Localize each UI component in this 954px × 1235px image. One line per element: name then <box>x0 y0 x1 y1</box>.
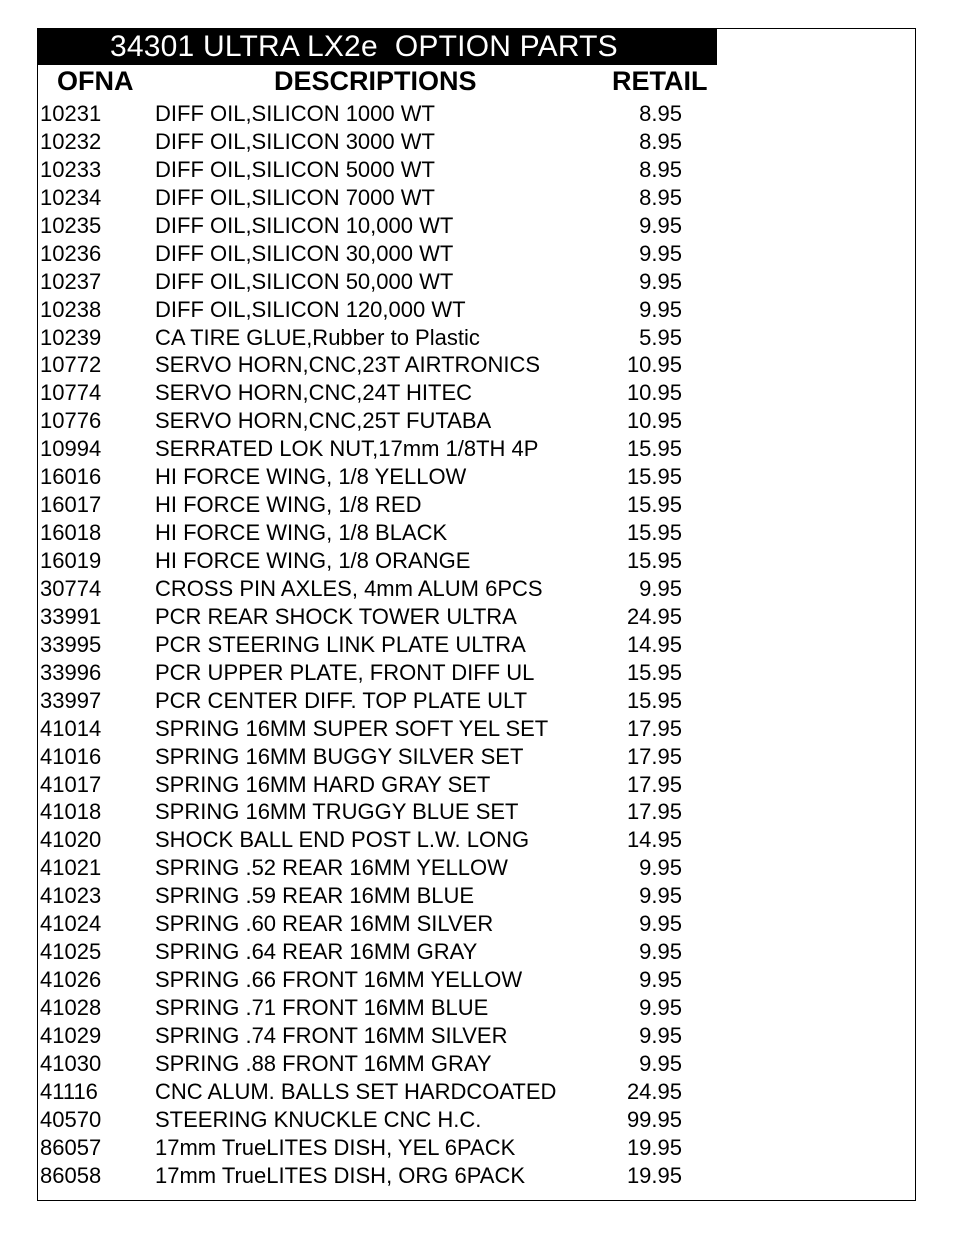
part-number: 86058 <box>40 1162 102 1188</box>
part-description: PCR CENTER DIFF. TOP PLATE ULT <box>155 687 528 713</box>
table-row <box>0 826 954 854</box>
part-description: SPRING .74 FRONT 16MM SILVER <box>155 1022 508 1048</box>
part-description: SPRING .52 REAR 16MM YELLOW <box>155 855 508 881</box>
retail-price: 14.95 <box>626 827 682 853</box>
part-number: 10233 <box>40 156 102 182</box>
part-description: CROSS PIN AXLES, 4mm ALUM 6PCS <box>155 575 543 601</box>
column-header-retail: RETAIL <box>612 66 708 96</box>
part-description: CNC ALUM. BALLS SET HARDCOATED <box>155 1078 557 1104</box>
part-description: 17mm TrueLITES DISH, ORG 6PACK <box>155 1162 526 1188</box>
table-row <box>0 1134 954 1162</box>
retail-price: 14.95 <box>626 631 682 657</box>
table-row <box>0 212 954 240</box>
column-header-description: DESCRIPTIONS <box>274 66 477 96</box>
part-description: 17mm TrueLITES DISH, YEL 6PACK <box>155 1134 516 1160</box>
table-row <box>0 491 954 519</box>
part-description: SPRING 16MM TRUGGY BLUE SET <box>155 799 519 825</box>
table-row <box>0 603 954 631</box>
table-row <box>0 519 954 547</box>
table-row <box>0 631 954 659</box>
part-description: SPRING .64 REAR 16MM GRAY <box>155 939 478 965</box>
part-number: 10772 <box>40 352 102 378</box>
part-description: PCR UPPER PLATE, FRONT DIFF UL <box>155 659 535 685</box>
table-row <box>0 715 954 743</box>
retail-price: 15.95 <box>626 464 682 490</box>
part-number: 33991 <box>40 603 102 629</box>
table-row <box>0 547 954 575</box>
page-title: 34301 ULTRA LX2e OPTION PARTS <box>110 30 618 63</box>
part-description: CA TIRE GLUE,Rubber to Plastic <box>155 324 480 350</box>
table-row <box>0 100 954 128</box>
retail-price: 8.95 <box>639 128 682 154</box>
table-row <box>0 966 954 994</box>
part-number: 41017 <box>40 771 102 797</box>
part-description: SERRATED LOK NUT,17mm 1/8TH 4P <box>155 436 539 462</box>
table-row <box>0 1050 954 1078</box>
table-row <box>0 1162 954 1190</box>
table-row <box>0 743 954 771</box>
part-description: STEERING KNUCKLE CNC H.C. <box>155 1106 482 1132</box>
retail-price: 5.95 <box>639 324 682 350</box>
part-description: DIFF OIL,SILICON 1000 WT <box>155 101 435 126</box>
retail-price: 9.95 <box>639 855 682 881</box>
retail-price: 10.95 <box>626 352 682 378</box>
part-description: DIFF OIL,SILICON 5000 WT <box>155 156 435 182</box>
part-number: 10231 <box>40 101 102 126</box>
part-description: SPRING .60 REAR 16MM SILVER <box>155 911 494 937</box>
table-row <box>0 128 954 156</box>
retail-price: 9.95 <box>639 240 682 266</box>
retail-price: 8.95 <box>639 184 682 210</box>
part-description: SPRING .71 FRONT 16MM BLUE <box>155 995 489 1020</box>
retail-price: 19.95 <box>626 1134 682 1160</box>
part-number: 10237 <box>40 268 102 294</box>
table-row <box>0 910 954 938</box>
table-row <box>0 296 954 324</box>
retail-price: 9.95 <box>639 883 682 909</box>
retail-price: 9.95 <box>639 1022 682 1048</box>
retail-price: 9.95 <box>639 1050 682 1076</box>
part-number: 41021 <box>40 855 102 881</box>
retail-price: 9.95 <box>639 911 682 937</box>
retail-price: 17.95 <box>626 715 682 741</box>
table-row <box>0 240 954 268</box>
part-number: 33995 <box>40 631 102 657</box>
part-number: 86057 <box>40 1134 102 1160</box>
part-description: SPRING .59 REAR 16MM BLUE <box>155 883 475 909</box>
retail-price: 9.95 <box>639 995 682 1020</box>
part-description: HI FORCE WING, 1/8 RED <box>155 492 422 518</box>
part-number: 10235 <box>40 212 102 238</box>
part-number: 16019 <box>40 548 102 573</box>
part-number: 41020 <box>40 827 102 853</box>
retail-price: 24.95 <box>626 603 682 629</box>
part-description: SPRING 16MM BUGGY SILVER SET <box>155 743 524 769</box>
part-description: SPRING 16MM HARD GRAY SET <box>155 771 491 797</box>
retail-price: 15.95 <box>626 520 682 546</box>
part-description: SPRING .88 FRONT 16MM GRAY <box>155 1050 492 1076</box>
retail-price: 17.95 <box>626 799 682 825</box>
part-description: SERVO HORN,CNC,24T HITEC <box>155 380 473 406</box>
retail-price: 15.95 <box>626 659 682 685</box>
part-description: SPRING .66 FRONT 16MM YELLOW <box>155 967 523 993</box>
part-description: SPRING 16MM SUPER SOFT YEL SET <box>155 715 549 741</box>
part-number: 10232 <box>40 128 102 154</box>
retail-price: 17.95 <box>626 743 682 769</box>
retail-price: 15.95 <box>626 687 682 713</box>
part-number: 41116 <box>40 1078 98 1104</box>
table-row <box>0 324 954 352</box>
part-description: DIFF OIL,SILICON 10,000 WT <box>155 212 454 238</box>
part-number: 40570 <box>40 1106 102 1132</box>
retail-price: 17.95 <box>626 771 682 797</box>
table-row <box>0 268 954 296</box>
part-description: SERVO HORN,CNC,25T FUTABA <box>155 408 492 434</box>
retail-price: 9.95 <box>639 212 682 238</box>
retail-price: 9.95 <box>639 296 682 322</box>
part-number: 41028 <box>40 995 102 1020</box>
part-description: SERVO HORN,CNC,23T AIRTRONICS <box>155 352 541 378</box>
retail-price: 15.95 <box>626 492 682 518</box>
part-number: 41018 <box>40 799 102 825</box>
table-row <box>0 1022 954 1050</box>
part-description: HI FORCE WING, 1/8 YELLOW <box>155 464 467 490</box>
retail-price: 15.95 <box>626 548 682 573</box>
part-number: 30774 <box>40 575 102 601</box>
table-row <box>0 463 954 491</box>
retail-price: 24.95 <box>626 1078 682 1104</box>
part-number: 10236 <box>40 240 102 266</box>
part-number: 41014 <box>40 715 102 741</box>
part-description: PCR REAR SHOCK TOWER ULTRA <box>155 603 517 629</box>
retail-price: 9.95 <box>639 268 682 294</box>
part-number: 41029 <box>40 1022 102 1048</box>
table-row <box>0 659 954 687</box>
part-number: 16018 <box>40 520 102 546</box>
part-description: DIFF OIL,SILICON 50,000 WT <box>155 268 454 294</box>
part-number: 10239 <box>40 324 102 350</box>
table-row <box>0 882 954 910</box>
table-row <box>0 184 954 212</box>
column-header-ofna: OFNA <box>57 66 134 96</box>
retail-price: 10.95 <box>626 380 682 406</box>
table-row <box>0 407 954 435</box>
part-description: PCR STEERING LINK PLATE ULTRA <box>155 631 526 657</box>
part-number: 41025 <box>40 939 102 965</box>
part-number: 33997 <box>40 687 102 713</box>
part-number: 16016 <box>40 464 102 490</box>
part-number: 16017 <box>40 492 102 518</box>
table-row <box>0 351 954 379</box>
table-row <box>0 994 954 1022</box>
table-row <box>0 156 954 184</box>
part-number: 41024 <box>40 911 102 937</box>
part-number: 10994 <box>40 436 102 462</box>
retail-price: 99.95 <box>626 1106 682 1132</box>
table-row <box>0 1078 954 1106</box>
table-row <box>0 938 954 966</box>
table-row <box>0 435 954 463</box>
retail-price: 8.95 <box>639 101 682 126</box>
part-number: 10776 <box>40 408 102 434</box>
part-number: 10774 <box>40 380 102 406</box>
part-number: 10234 <box>40 184 102 210</box>
part-description: HI FORCE WING, 1/8 BLACK <box>155 520 448 546</box>
retail-price: 9.95 <box>639 575 682 601</box>
part-number: 41023 <box>40 883 102 909</box>
part-description: DIFF OIL,SILICON 7000 WT <box>155 184 435 210</box>
part-description: DIFF OIL,SILICON 120,000 WT <box>155 296 466 322</box>
part-description: SHOCK BALL END POST L.W. LONG <box>155 827 530 853</box>
table-row <box>0 687 954 715</box>
part-description: HI FORCE WING, 1/8 ORANGE <box>155 548 471 573</box>
part-number: 41016 <box>40 743 102 769</box>
part-number: 33996 <box>40 659 102 685</box>
retail-price: 8.95 <box>639 156 682 182</box>
table-row <box>0 575 954 603</box>
title-bar <box>37 28 717 65</box>
part-number: 41030 <box>40 1050 102 1076</box>
table-row <box>0 771 954 799</box>
retail-price: 9.95 <box>639 939 682 965</box>
part-description: DIFF OIL,SILICON 30,000 WT <box>155 240 454 266</box>
retail-price: 19.95 <box>626 1162 682 1188</box>
part-number: 41026 <box>40 967 102 993</box>
retail-price: 10.95 <box>626 408 682 434</box>
retail-price: 15.95 <box>626 436 682 462</box>
parts-table <box>0 100 954 1190</box>
table-row <box>0 379 954 407</box>
table-row <box>0 798 954 826</box>
table-row <box>0 1106 954 1134</box>
retail-price: 9.95 <box>639 967 682 993</box>
part-number: 10238 <box>40 296 102 322</box>
table-row <box>0 854 954 882</box>
part-description: DIFF OIL,SILICON 3000 WT <box>155 128 435 154</box>
